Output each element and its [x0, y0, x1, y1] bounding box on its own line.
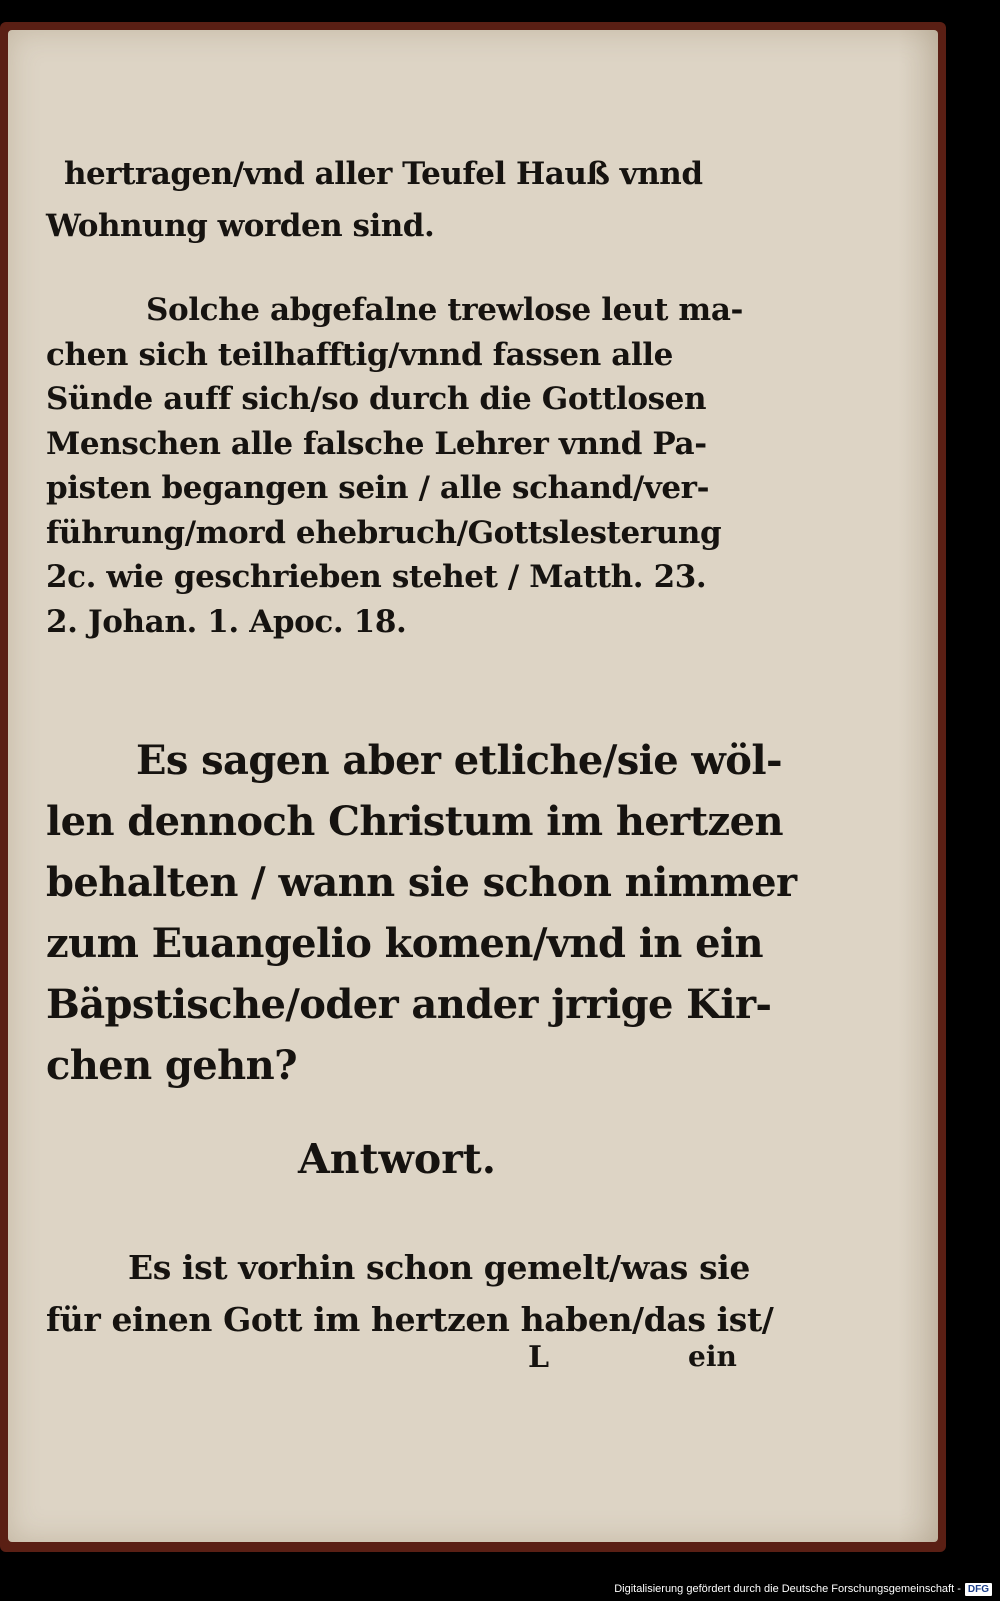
text-line: Solche abgefalne trewlose leut ma-: [146, 292, 743, 328]
text-line: Es ist vorhin schon gemelt/was sie: [128, 1248, 750, 1287]
text-line: Es sagen aber etliche/sie wöl-: [136, 737, 782, 784]
text-line: führung/mord ehebruch/Gottslesterung: [46, 514, 722, 551]
text-line: 2. Johan. 1. Apoc. 18.: [46, 603, 407, 640]
text-line: Sünde auff sich/so durch die Gottlosen: [46, 381, 707, 417]
text-line: zum Euangelio komen/vnd in ein: [46, 920, 764, 967]
text-line: len dennoch Christum im hertzen: [46, 798, 783, 845]
digitization-credit: [614, 1581, 992, 1597]
credit-text: Digitalisierung gefördert durch die Deutsche Forschungsgemeinschaft -: [614, 1583, 961, 1595]
text-line: pisten begangen sein / alle schand/ver-: [46, 470, 710, 506]
catchword: ein: [688, 1340, 737, 1373]
text-line: 2c. wie geschrieben stehet / Matth. 23.: [46, 559, 707, 595]
dfg-logo: DFG: [965, 1583, 992, 1596]
question-paragraph: [46, 730, 797, 1096]
signature-mark: L: [528, 1340, 550, 1375]
text-line: Wohnung worden sind.: [46, 208, 435, 244]
answer-heading: Antwort.: [298, 1135, 497, 1183]
answer-paragraph: [46, 1242, 774, 1346]
paragraph-continuation: [46, 148, 766, 252]
text-line: behalten / wann sie schon nimmer: [46, 859, 797, 906]
text-line: hertragen/vnd aller Teufel Hauß vnnd: [64, 156, 703, 192]
text-line: Bäpstische/oder ander jrrige Kir-: [46, 981, 772, 1028]
text-line: chen gehn?: [46, 1042, 297, 1089]
paragraph-apostates: [46, 288, 766, 644]
text-line: chen sich teilhafftig/vnnd fassen alle: [46, 336, 673, 373]
book-page: [8, 30, 938, 1542]
text-line: Menschen alle falsche Lehrer vnnd Pa-: [46, 425, 707, 462]
text-line: für einen Gott im hertzen haben/das ist/: [46, 1300, 774, 1339]
